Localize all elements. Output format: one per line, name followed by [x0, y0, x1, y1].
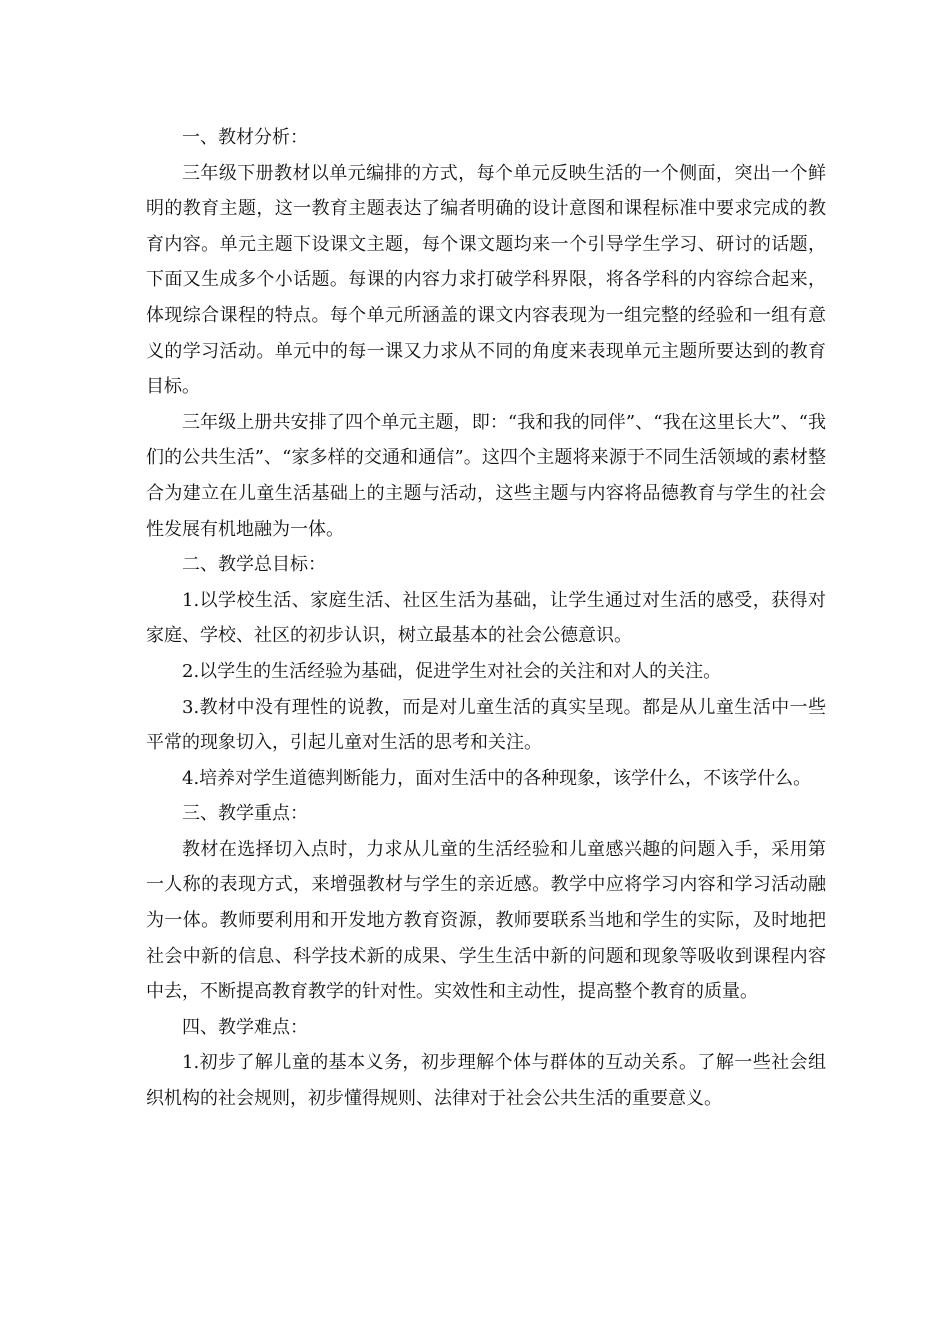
paragraph-unit-themes: 三年级上册共安排了四个单元主题，即：“我和我的同伴”、“我在这里长大”、“我们的公共生活”、“家多样的交通和通信”。这四个主题将来源于不同生活领域的素材整合为建立在儿童生活基础上的主题与活动，这些主题与内容将品德教育与学生的社会性发展有机地融为一体。	[146, 411, 826, 540]
goal-item-4: 4.培养对学生道德判断能力，面对生活中的各种现象，该学什么，不该学什么。	[182, 767, 812, 789]
section-heading-teaching-difficulties: 四、教学难点：	[182, 1016, 308, 1038]
document-body	[146, 120, 826, 1117]
section-heading-teaching-goals: 二、教学总目标：	[182, 554, 326, 576]
section-heading-teaching-focus: 三、教学重点：	[182, 803, 308, 825]
paragraph-textbook-structure: 三年级下册教材以单元编排的方式，每个单元反映生活的一个侧面，突出一个鲜明的教育主题，这一教育主题表达了编者明确的设计意图和课程标准中要求完成的教育内容。单元主题下设课文主题，每个课文题均来一个引导学生学习、研讨的话题，下面又生成多个小话题。每课的内容力求打破学科界限，将各学科的内容综合起来，体现综合课程的特点。每个单元所涵盖的课文内容表现为一组完整的经验和一组有意义的学习活动。单元中的每一课又力求从不同的角度来表现单元主题所要达到的教育目标。	[146, 162, 826, 398]
section-heading-textbook-analysis: 一、教材分析：	[182, 127, 308, 148]
difficulty-item-1: 1.初步了解儿童的基本义务，初步理解个体与群体的互动关系。了解一些社会组织机构的社会规则，初步懂得规则、法律对于社会公共生活的重要意义。	[146, 1052, 826, 1110]
paragraph-teaching-focus: 教材在选择切入点时，力求从儿童的生活经验和儿童感兴趣的问题入手，采用第一人称的表现方式，来增强教材与学生的亲近感。教学中应将学习内容和学习活动融为一体。教师要利用和开发地方教育资源，教师要联系当地和学生的实际，及时地把社会中新的信息、科学技术新的成果、学生生活中新的问题和现象等吸收到课程内容中去，不断提高教育教学的针对性。实效性和主动性，提高整个教育的质量。	[146, 838, 826, 1003]
goal-item-2: 2.以学生的生活经验为基础，促进学生对社会的关注和对人的关注。	[182, 660, 722, 682]
goal-item-3: 3.教材中没有理性的说教，而是对儿童生活的真实呈现。都是从儿童生活中一些平常的现象切入，引起儿童对生活的思考和关注。	[146, 696, 826, 754]
goal-item-1: 1.以学校生活、家庭生活、社区生活为基础，让学生通过对生活的感受，获得对家庭、学校、社区的初步认识，树立最基本的社会公德意识。	[146, 589, 826, 647]
